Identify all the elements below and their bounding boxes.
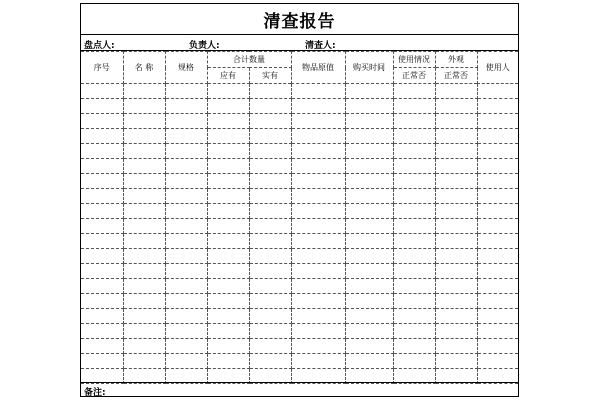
table-cell[interactable] bbox=[345, 294, 393, 309]
table-cell[interactable] bbox=[207, 219, 249, 234]
table-cell[interactable] bbox=[207, 144, 249, 159]
table-cell[interactable] bbox=[393, 219, 435, 234]
table-cell[interactable] bbox=[435, 234, 477, 249]
table-cell[interactable] bbox=[291, 234, 345, 249]
table-cell[interactable] bbox=[477, 309, 518, 324]
table-cell[interactable] bbox=[291, 144, 345, 159]
header-purchase-time: 购买时间 bbox=[345, 52, 393, 84]
table-cell[interactable] bbox=[165, 204, 207, 219]
table-cell[interactable] bbox=[291, 84, 345, 99]
table-cell[interactable] bbox=[123, 84, 165, 99]
table-cell[interactable] bbox=[207, 339, 249, 354]
table-cell[interactable] bbox=[291, 264, 345, 279]
table-cell[interactable] bbox=[477, 159, 518, 174]
table-cell[interactable] bbox=[249, 144, 291, 159]
table-cell[interactable] bbox=[81, 144, 123, 159]
table-row bbox=[81, 159, 518, 174]
table-cell[interactable] bbox=[291, 309, 345, 324]
table-cell[interactable] bbox=[165, 144, 207, 159]
table-cell[interactable] bbox=[81, 249, 123, 264]
table-cell[interactable] bbox=[165, 114, 207, 129]
table-cell[interactable] bbox=[393, 279, 435, 294]
table-cell[interactable] bbox=[207, 84, 249, 99]
table-cell[interactable] bbox=[345, 234, 393, 249]
header-name: 名 称 bbox=[123, 52, 165, 84]
table-cell[interactable] bbox=[249, 264, 291, 279]
manager-label: 负责人: bbox=[189, 41, 220, 51]
report-title: 清查报告 bbox=[263, 11, 336, 32]
table-cell[interactable] bbox=[123, 294, 165, 309]
table-cell[interactable] bbox=[345, 249, 393, 264]
table-cell[interactable] bbox=[435, 204, 477, 219]
table-cell[interactable] bbox=[207, 99, 249, 114]
table-cell[interactable] bbox=[291, 204, 345, 219]
table-cell[interactable] bbox=[291, 174, 345, 189]
table-cell[interactable] bbox=[249, 234, 291, 249]
header-appearance: 外观 bbox=[435, 52, 477, 68]
table-cell[interactable] bbox=[291, 279, 345, 294]
table-cell[interactable] bbox=[345, 144, 393, 159]
table-cell[interactable] bbox=[249, 354, 291, 369]
table-cell[interactable] bbox=[207, 204, 249, 219]
table-cell[interactable] bbox=[249, 279, 291, 294]
table-cell[interactable] bbox=[291, 354, 345, 369]
note-row bbox=[81, 382, 518, 397]
table-cell[interactable] bbox=[291, 294, 345, 309]
table-row bbox=[81, 219, 518, 234]
table-row bbox=[81, 294, 518, 309]
table-cell[interactable] bbox=[249, 294, 291, 309]
note-label: 备注: bbox=[84, 388, 106, 398]
table-row bbox=[81, 174, 518, 189]
table-cell[interactable] bbox=[249, 204, 291, 219]
table-cell[interactable] bbox=[393, 354, 435, 369]
table-cell[interactable] bbox=[123, 264, 165, 279]
table-cell[interactable] bbox=[165, 279, 207, 294]
table-cell[interactable] bbox=[81, 189, 123, 204]
checker-label: 清查人: bbox=[305, 41, 336, 51]
table-row bbox=[81, 114, 518, 129]
table-cell[interactable] bbox=[435, 159, 477, 174]
table-cell[interactable] bbox=[477, 84, 518, 99]
table-cell[interactable] bbox=[123, 249, 165, 264]
table-cell[interactable] bbox=[345, 354, 393, 369]
table-cell[interactable] bbox=[165, 219, 207, 234]
table-cell[interactable] bbox=[435, 309, 477, 324]
table-cell[interactable] bbox=[477, 264, 518, 279]
table-cell[interactable] bbox=[477, 144, 518, 159]
table-cell[interactable] bbox=[123, 339, 165, 354]
table-cell[interactable] bbox=[477, 339, 518, 354]
table-cell[interactable] bbox=[477, 189, 518, 204]
table-cell[interactable] bbox=[123, 309, 165, 324]
header-spec: 规格 bbox=[165, 52, 207, 84]
table-cell[interactable] bbox=[393, 339, 435, 354]
inventory-table bbox=[81, 51, 518, 384]
table-cell[interactable] bbox=[165, 339, 207, 354]
table-cell[interactable] bbox=[249, 174, 291, 189]
table-cell[interactable] bbox=[123, 354, 165, 369]
table-cell[interactable] bbox=[81, 294, 123, 309]
table-cell[interactable] bbox=[81, 234, 123, 249]
table-cell[interactable] bbox=[207, 114, 249, 129]
table-cell[interactable] bbox=[81, 114, 123, 129]
table-cell[interactable] bbox=[165, 294, 207, 309]
table-row bbox=[81, 354, 518, 369]
table-row bbox=[81, 189, 518, 204]
table-cell[interactable] bbox=[393, 294, 435, 309]
table-cell[interactable] bbox=[207, 354, 249, 369]
header-actual-have: 实有 bbox=[249, 68, 291, 84]
table-cell[interactable] bbox=[477, 99, 518, 114]
table-cell[interactable] bbox=[249, 159, 291, 174]
table-cell[interactable] bbox=[345, 84, 393, 99]
table-cell[interactable] bbox=[477, 294, 518, 309]
table-cell[interactable] bbox=[393, 144, 435, 159]
header-seq: 序号 bbox=[81, 52, 123, 84]
table-cell[interactable] bbox=[207, 159, 249, 174]
table-cell[interactable] bbox=[345, 189, 393, 204]
table-cell[interactable] bbox=[81, 174, 123, 189]
table-body bbox=[81, 84, 518, 384]
table-cell[interactable] bbox=[393, 129, 435, 144]
header-user: 使用人 bbox=[477, 52, 518, 84]
table-cell[interactable] bbox=[393, 159, 435, 174]
table-cell[interactable] bbox=[81, 309, 123, 324]
table-cell[interactable] bbox=[165, 264, 207, 279]
table-cell[interactable] bbox=[123, 159, 165, 174]
table-cell[interactable] bbox=[291, 249, 345, 264]
table-cell[interactable] bbox=[477, 234, 518, 249]
table-cell[interactable] bbox=[435, 264, 477, 279]
table-cell[interactable] bbox=[435, 189, 477, 204]
table-cell[interactable] bbox=[165, 129, 207, 144]
table-cell[interactable] bbox=[345, 279, 393, 294]
header-should-have: 应有 bbox=[207, 68, 249, 84]
table-cell[interactable] bbox=[393, 249, 435, 264]
table-cell[interactable] bbox=[477, 114, 518, 129]
table-cell[interactable] bbox=[393, 114, 435, 129]
table-cell[interactable] bbox=[435, 219, 477, 234]
table-row bbox=[81, 204, 518, 219]
table-cell[interactable] bbox=[81, 339, 123, 354]
table-cell[interactable] bbox=[123, 219, 165, 234]
table-cell[interactable] bbox=[165, 84, 207, 99]
table-cell[interactable] bbox=[165, 354, 207, 369]
table-cell[interactable] bbox=[81, 279, 123, 294]
inventory-report-sheet bbox=[80, 3, 519, 397]
table-cell[interactable] bbox=[165, 234, 207, 249]
table-row bbox=[81, 84, 518, 99]
table-cell[interactable] bbox=[345, 204, 393, 219]
table-cell[interactable] bbox=[345, 219, 393, 234]
title-row bbox=[81, 3, 518, 35]
table-cell[interactable] bbox=[435, 294, 477, 309]
table-cell[interactable] bbox=[291, 99, 345, 114]
table-cell[interactable] bbox=[345, 159, 393, 174]
table-cell[interactable] bbox=[345, 129, 393, 144]
table-cell[interactable] bbox=[435, 174, 477, 189]
table-cell[interactable] bbox=[393, 84, 435, 99]
table-cell[interactable] bbox=[345, 324, 393, 339]
table-cell[interactable] bbox=[123, 99, 165, 114]
table-cell[interactable] bbox=[123, 234, 165, 249]
table-cell[interactable] bbox=[123, 144, 165, 159]
table-cell[interactable] bbox=[345, 264, 393, 279]
table-cell[interactable] bbox=[123, 189, 165, 204]
table-cell[interactable] bbox=[207, 324, 249, 339]
table-cell[interactable] bbox=[249, 114, 291, 129]
table-row bbox=[81, 279, 518, 294]
table-cell[interactable] bbox=[291, 339, 345, 354]
table-cell[interactable] bbox=[81, 129, 123, 144]
table-cell[interactable] bbox=[477, 324, 518, 339]
table-cell[interactable] bbox=[81, 204, 123, 219]
info-row bbox=[81, 35, 518, 51]
counter-label: 盘点人: bbox=[84, 41, 115, 51]
table-cell[interactable] bbox=[435, 339, 477, 354]
table-cell[interactable] bbox=[291, 114, 345, 129]
table-cell[interactable] bbox=[477, 204, 518, 219]
table-row bbox=[81, 249, 518, 264]
table-cell[interactable] bbox=[435, 279, 477, 294]
table-cell[interactable] bbox=[477, 279, 518, 294]
table-cell[interactable] bbox=[165, 159, 207, 174]
table-row bbox=[81, 264, 518, 279]
table-cell[interactable] bbox=[123, 279, 165, 294]
table-cell[interactable] bbox=[435, 324, 477, 339]
table-cell[interactable] bbox=[345, 114, 393, 129]
table-cell[interactable] bbox=[345, 174, 393, 189]
table-cell[interactable] bbox=[291, 189, 345, 204]
table-cell[interactable] bbox=[81, 354, 123, 369]
table-cell[interactable] bbox=[165, 99, 207, 114]
table-cell[interactable] bbox=[207, 279, 249, 294]
table-cell[interactable] bbox=[207, 129, 249, 144]
table-cell[interactable] bbox=[81, 99, 123, 114]
table-cell[interactable] bbox=[81, 219, 123, 234]
table-cell[interactable] bbox=[393, 174, 435, 189]
table-cell[interactable] bbox=[207, 264, 249, 279]
table-cell[interactable] bbox=[477, 249, 518, 264]
table-cell[interactable] bbox=[435, 354, 477, 369]
table-cell[interactable] bbox=[207, 294, 249, 309]
table-row bbox=[81, 309, 518, 324]
table-cell[interactable] bbox=[477, 129, 518, 144]
table-row bbox=[81, 99, 518, 114]
table-cell[interactable] bbox=[165, 324, 207, 339]
table-cell[interactable] bbox=[81, 264, 123, 279]
table-cell[interactable] bbox=[477, 354, 518, 369]
header-total-qty: 合计数量 bbox=[207, 52, 291, 68]
table-cell[interactable] bbox=[249, 129, 291, 144]
table-cell[interactable] bbox=[249, 99, 291, 114]
table-cell[interactable] bbox=[123, 174, 165, 189]
table-cell[interactable] bbox=[393, 234, 435, 249]
table-cell[interactable] bbox=[291, 159, 345, 174]
table-cell[interactable] bbox=[165, 249, 207, 264]
table-cell[interactable] bbox=[393, 324, 435, 339]
table-row bbox=[81, 144, 518, 159]
table-cell[interactable] bbox=[207, 309, 249, 324]
table-cell[interactable] bbox=[249, 84, 291, 99]
table-cell[interactable] bbox=[249, 309, 291, 324]
table-cell[interactable] bbox=[435, 129, 477, 144]
table-cell[interactable] bbox=[291, 324, 345, 339]
table-row bbox=[81, 234, 518, 249]
header-original-value: 物品原值 bbox=[291, 52, 345, 84]
table-cell[interactable] bbox=[435, 99, 477, 114]
table-cell[interactable] bbox=[207, 174, 249, 189]
table-cell[interactable] bbox=[207, 249, 249, 264]
header-usage: 使用情况 bbox=[393, 52, 435, 68]
table-cell[interactable] bbox=[393, 309, 435, 324]
table-cell[interactable] bbox=[435, 84, 477, 99]
table-cell[interactable] bbox=[435, 114, 477, 129]
table-cell[interactable] bbox=[165, 189, 207, 204]
table-cell[interactable] bbox=[345, 99, 393, 114]
table-cell[interactable] bbox=[123, 204, 165, 219]
table-cell[interactable] bbox=[393, 264, 435, 279]
table-cell[interactable] bbox=[165, 174, 207, 189]
table-cell[interactable] bbox=[345, 309, 393, 324]
table-cell[interactable] bbox=[165, 309, 207, 324]
table-cell[interactable] bbox=[291, 219, 345, 234]
table-row bbox=[81, 324, 518, 339]
table-cell[interactable] bbox=[477, 219, 518, 234]
table-cell[interactable] bbox=[123, 324, 165, 339]
table-cell[interactable] bbox=[345, 339, 393, 354]
table-cell[interactable] bbox=[81, 84, 123, 99]
table-cell[interactable] bbox=[249, 339, 291, 354]
table-row bbox=[81, 129, 518, 144]
table-cell[interactable] bbox=[249, 249, 291, 264]
table-cell[interactable] bbox=[81, 159, 123, 174]
table-cell[interactable] bbox=[393, 99, 435, 114]
header-usage-normal: 正常否 bbox=[393, 68, 435, 84]
table-cell[interactable] bbox=[123, 114, 165, 129]
table-cell[interactable] bbox=[291, 129, 345, 144]
table-cell[interactable] bbox=[207, 234, 249, 249]
table-row bbox=[81, 339, 518, 354]
table-cell[interactable] bbox=[435, 144, 477, 159]
table-cell[interactable] bbox=[123, 129, 165, 144]
table-cell[interactable] bbox=[435, 249, 477, 264]
table-cell[interactable] bbox=[207, 189, 249, 204]
table-cell[interactable] bbox=[249, 189, 291, 204]
table-cell[interactable] bbox=[81, 324, 123, 339]
table-cell[interactable] bbox=[477, 174, 518, 189]
table-cell[interactable] bbox=[249, 219, 291, 234]
table-cell[interactable] bbox=[249, 324, 291, 339]
table-cell[interactable] bbox=[393, 204, 435, 219]
table-cell[interactable] bbox=[393, 189, 435, 204]
header-appearance-normal: 正常否 bbox=[435, 68, 477, 84]
